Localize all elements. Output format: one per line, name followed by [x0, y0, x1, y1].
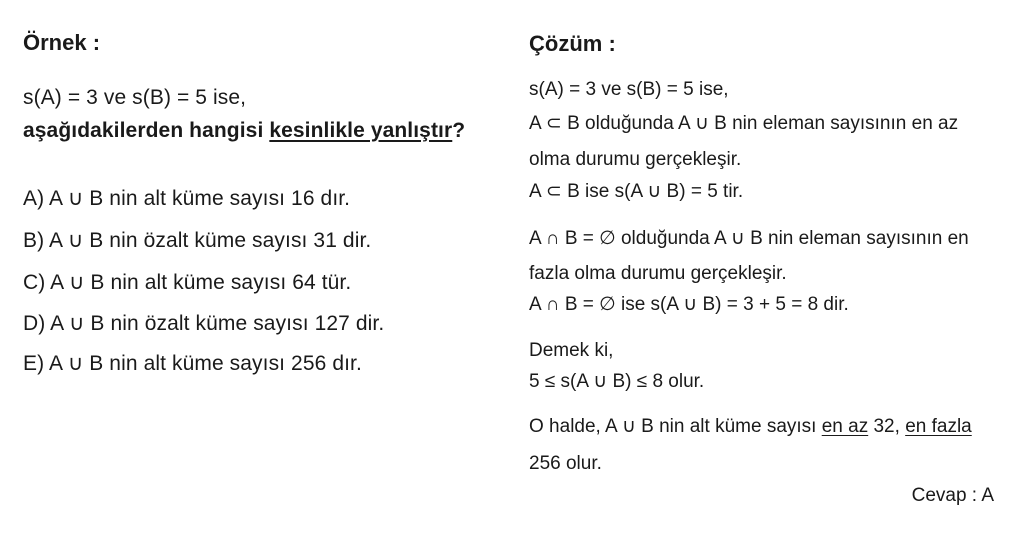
option-b: B) A ∪ B nin özalt küme sayısı 31 dir.: [23, 229, 372, 252]
solution-line-1: s(A) = 3 ve s(B) = 5 ise,: [529, 79, 729, 100]
solution-line-6: fazla olma durumu gerçekleşir.: [529, 263, 787, 284]
solution-line-4: A ⊂ B ise s(A ∪ B) = 5 tir.: [529, 181, 744, 202]
given-statement: s(A) = 3 ve s(B) = 5 ise,: [23, 86, 247, 109]
answer-text: Cevap : A: [911, 485, 994, 506]
option-e: E) A ∪ B nin alt küme sayısı 256 dır.: [23, 352, 362, 375]
example-heading: Örnek :: [23, 30, 101, 55]
conclusion-min-label: en az: [821, 416, 869, 437]
solution-line-8: Demek ki,: [529, 340, 614, 361]
conclusion-end: 256 olur.: [529, 453, 602, 474]
question-emphasis: kesinlikle yanlıştır: [269, 119, 453, 142]
option-d: D) A ∪ B nin özalt küme sayısı 127 dir.: [23, 312, 385, 335]
question-prefix: aşağıdakilerden hangisi: [23, 119, 270, 142]
solution-line-7: A ∩ B = ∅ ise s(A ∪ B) = 3 + 5 = 8 dir.: [529, 294, 849, 315]
conclusion-prefix: O halde, A ∪ B nin alt küme sayısı: [529, 416, 822, 437]
solution-line-9: 5 ≤ s(A ∪ B) ≤ 8 olur.: [529, 371, 705, 392]
question-suffix: ?: [452, 119, 466, 142]
option-c: C) A ∪ B nin alt küme sayısı 64 tür.: [23, 271, 352, 294]
option-a: A) A ∪ B nin alt küme sayısı 16 dır.: [23, 187, 351, 210]
solution-line-2: A ⊂ B olduğunda A ∪ B nin eleman sayısının en az: [529, 113, 959, 134]
solution-line-5: A ∩ B = ∅ olduğunda A ∪ B nin eleman sayısının en: [529, 228, 969, 249]
question-text: [23, 120, 465, 141]
solution-heading: Çözüm :: [529, 31, 616, 56]
conclusion-line: [529, 417, 972, 436]
solution-line-3: olma durumu gerçekleşir.: [529, 149, 742, 170]
conclusion-min-value: 32,: [868, 416, 906, 437]
conclusion-max-label: en fazla: [905, 416, 972, 437]
